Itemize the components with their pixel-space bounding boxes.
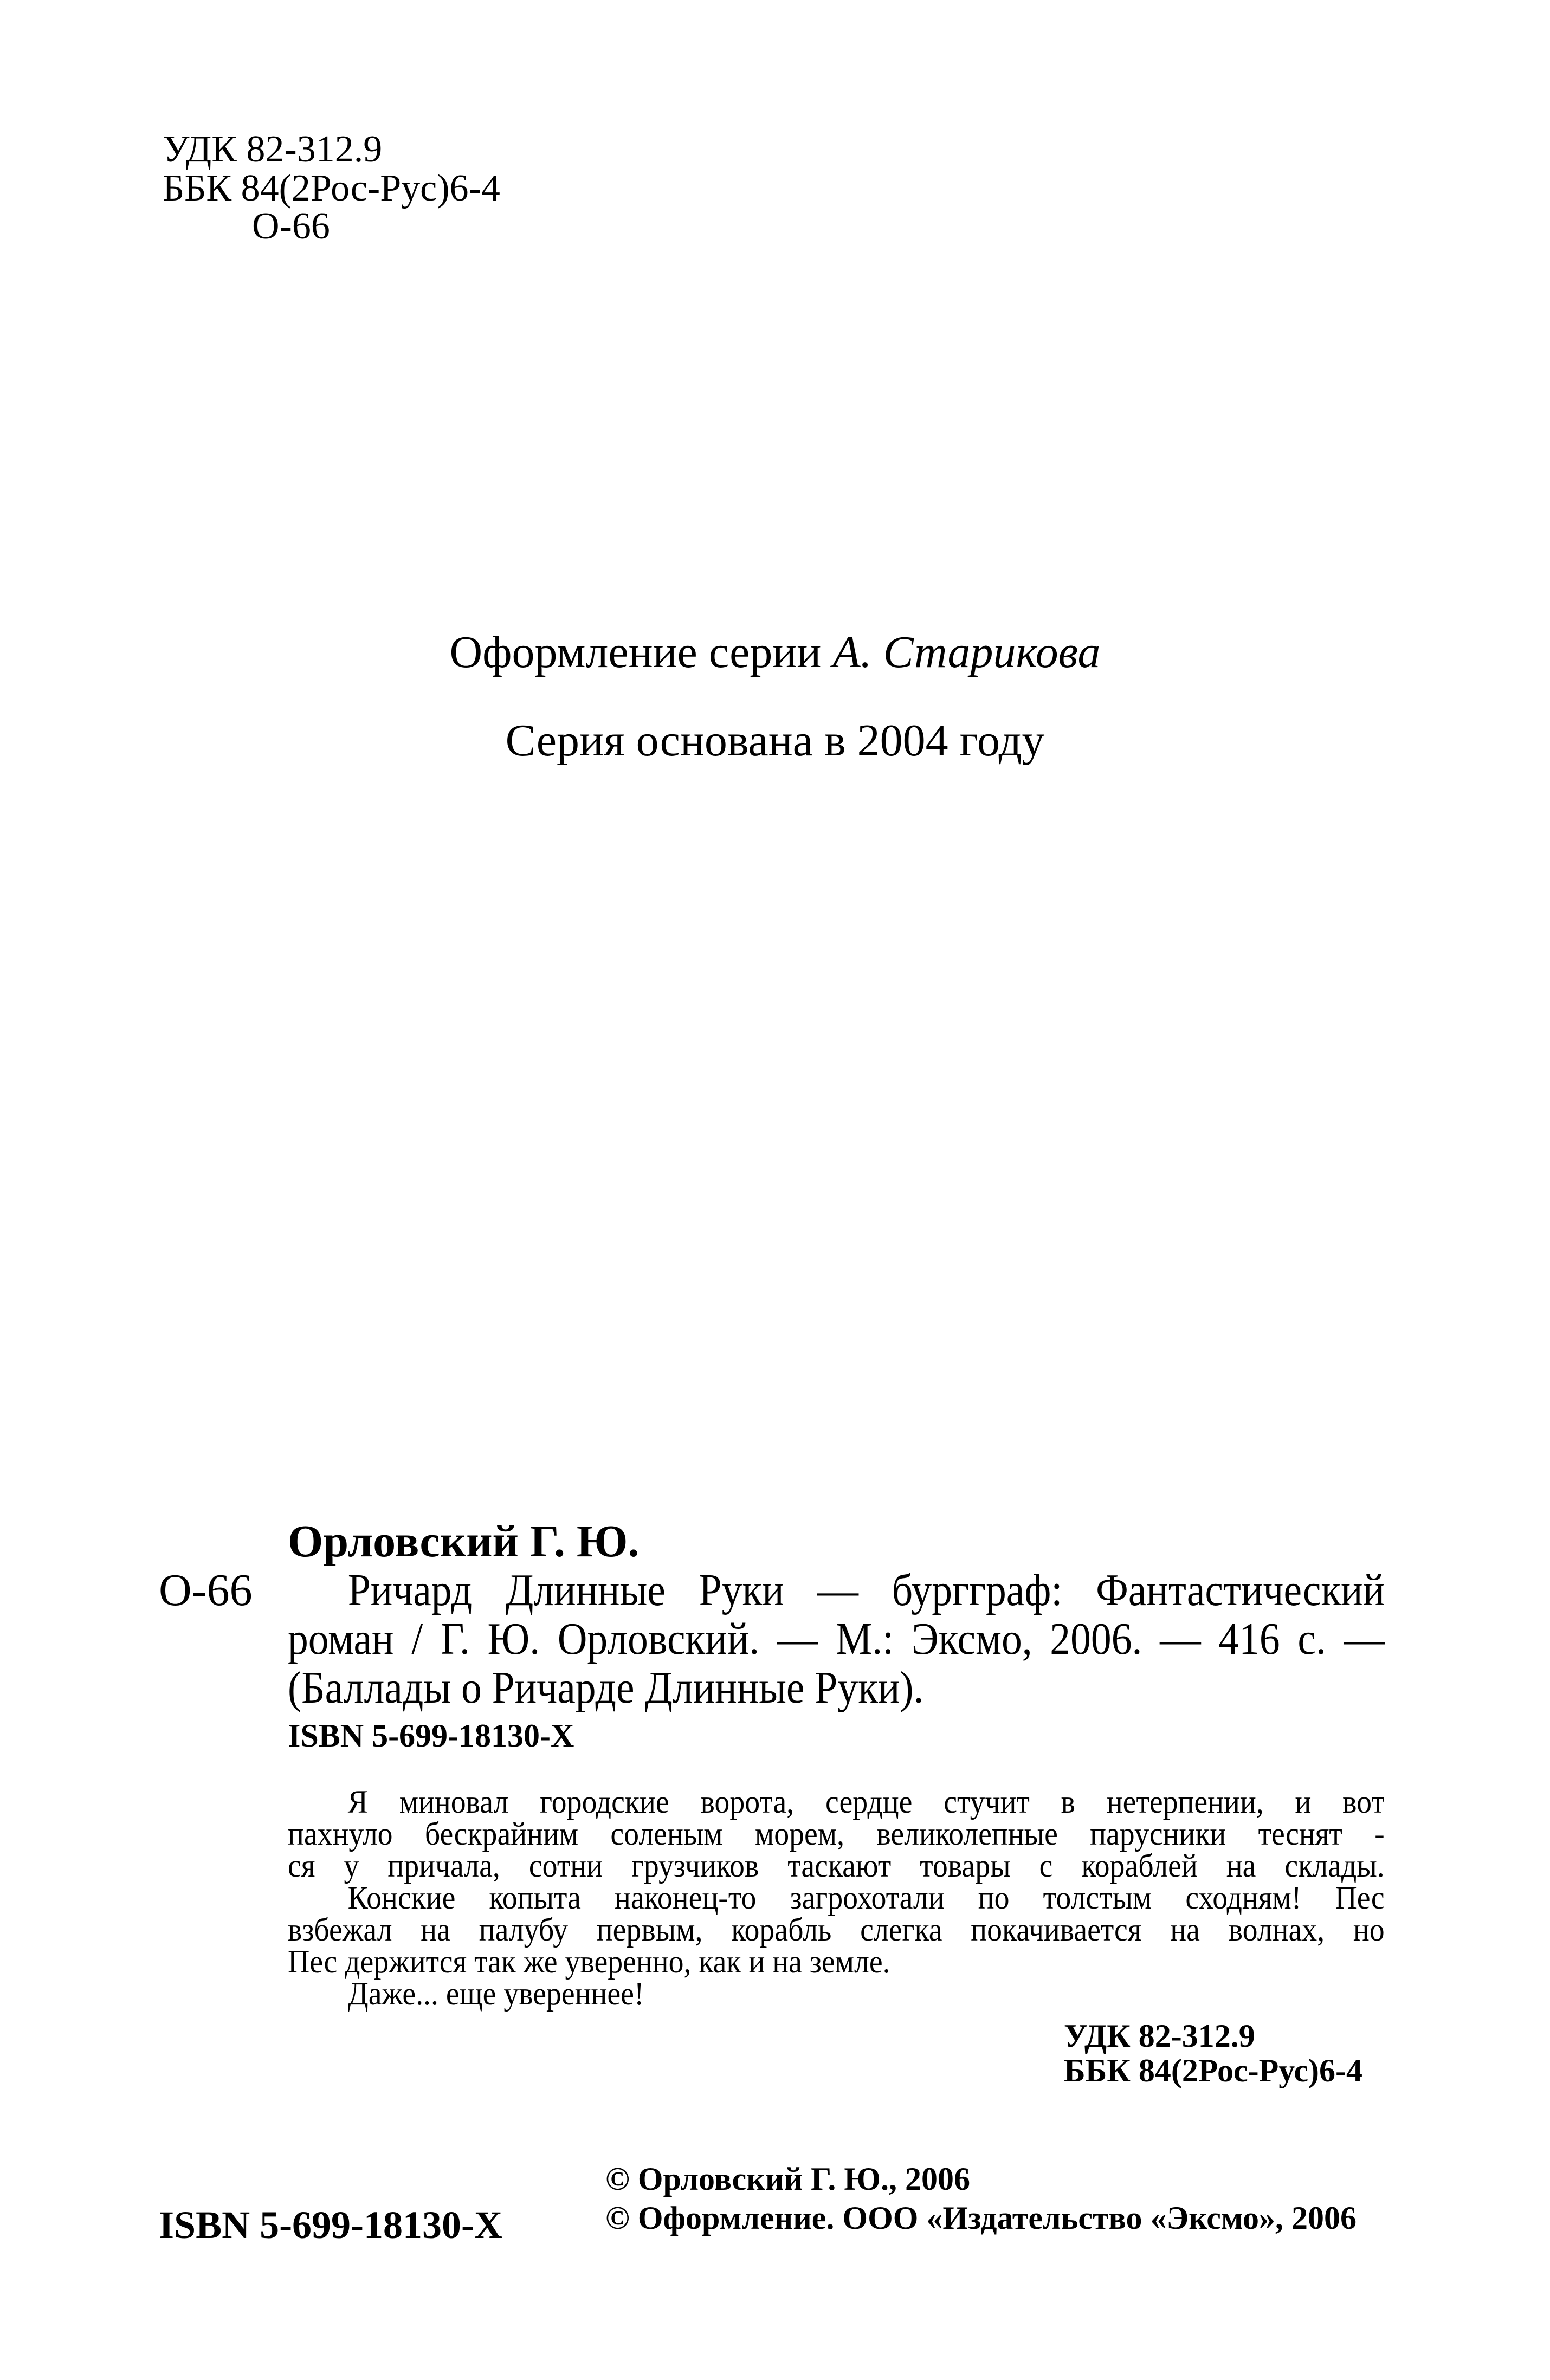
top-bbk: ББК 84(2Рос-Рус)6-4 [163,167,500,209]
top-author-mark: О-66 [252,205,330,247]
description-line: роман / Г. Ю. Орловский. — М.: Эксмо, 2006. — 416 с. — [288,1614,1385,1664]
annotation-line: Конские копыта наконец-то загрохотали по толстым сходням! Пес [347,1880,1385,1916]
top-udk: УДК 82-312.9 [163,128,383,170]
annotation-line: ся у причала, сотни грузчиков таскают товары с кораблей на склады. [288,1848,1385,1884]
copyright-author: © Орловский Г. Ю., 2006 [605,2161,970,2197]
entry-isbn: ISBN 5-699-18130-X [288,1718,574,1754]
series-design-author: А. Старикова [832,627,1101,677]
entry-author-mark: О-66 [159,1565,253,1615]
entry-bbk: ББК 84(2Рос-Рус)6-4 [1064,2053,1362,2088]
entry-author: Орловский Г. Ю. [288,1516,640,1567]
copyright-design: © Оформление. ООО «Издательство «Эксмо», 2006 [605,2200,1357,2236]
series-design-label: Оформление серии [449,627,833,677]
entry-udk: УДК 82-312.9 [1064,2018,1255,2054]
series-design [0,626,1550,678]
footer-isbn: ISBN 5-699-18130-X [159,2203,503,2247]
entry-description [288,1566,1385,1712]
description-line: Ричард Длинные Руки — бургграф: Фантастический [347,1565,1385,1615]
series-founded: Серия основана в 2004 году [505,715,1045,766]
annotation-line: Даже... еще увереннее! [347,1976,644,2012]
annotation-line: взбежал на палубу первым, корабль слегка покачивается на волнах, но [288,1912,1385,1948]
description-line: (Баллады о Ричарде Длинные Руки). [288,1663,924,1713]
annotation-line: Пес держится так же уверенно, как и на земле. [288,1944,890,1980]
annotation-line: пахнуло бескрайним соленым морем, великолепные парусники теснят - [288,1816,1385,1852]
annotation-line: Я миновал городские ворота, сердце стучит в нетерпении, и вот [347,1784,1385,1820]
annotation [288,1786,1385,2010]
